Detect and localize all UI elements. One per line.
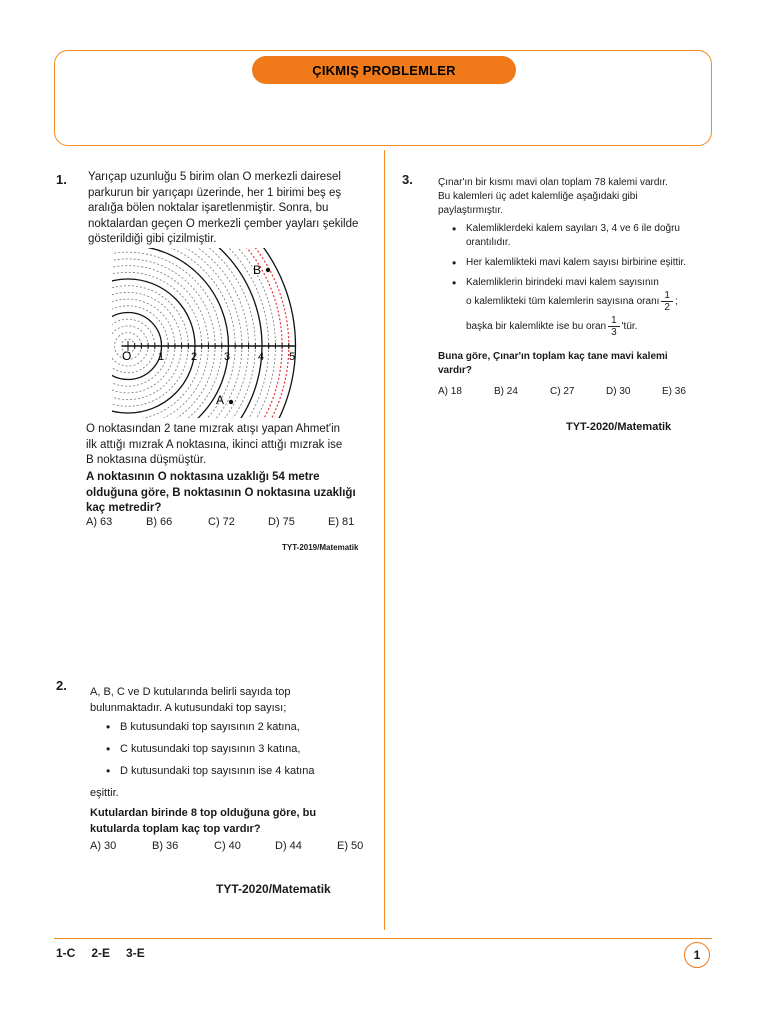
question-1-number: 1. bbox=[56, 172, 67, 187]
option-e[interactable]: E) 81 bbox=[328, 516, 355, 528]
question-2-bullet-2: • C kutusundaki top sayısının 3 katına, bbox=[120, 742, 300, 756]
arc-figure bbox=[112, 248, 312, 418]
origin-label: O bbox=[122, 349, 132, 363]
question-2-tail: eşittir. bbox=[90, 787, 119, 799]
fraction-one-third: $\frac{1}{3}$ bbox=[608, 315, 620, 338]
question-2-number: 2. bbox=[56, 678, 67, 693]
option-b[interactable]: B) 36 bbox=[152, 840, 179, 852]
page-number: 1 bbox=[684, 942, 710, 968]
tick-label-2: 2 bbox=[191, 351, 198, 363]
column-divider bbox=[384, 150, 385, 930]
option-c[interactable]: C) 27 bbox=[550, 386, 575, 397]
arc-13 bbox=[112, 259, 215, 418]
answer-key bbox=[56, 946, 145, 960]
question-3-text: Çınar'ın bir kısmı mavi olan toplam 78 kalemi vardır. Bu kalemleri üç adet kalemliğe aşağıdaki gibi paylaştırmıştır. bbox=[438, 177, 668, 216]
option-a[interactable]: A) 30 bbox=[90, 840, 117, 852]
page-title: ÇIKMIŞ PROBLEMLER bbox=[252, 56, 516, 84]
tick-label-5: 5 bbox=[289, 351, 296, 363]
point-b bbox=[266, 268, 270, 272]
question-3-prompt: Buna göre, Çınar'ın toplam kaç tane mavi kalemi vardır? bbox=[438, 351, 668, 376]
option-d[interactable]: D) 30 bbox=[606, 386, 631, 397]
question-3-source: TYT-2020/Matematik bbox=[566, 421, 672, 433]
question-3-bullet-2: • Her kalemlikteki mavi kalem sayısı birbirine eşittir. bbox=[466, 256, 686, 270]
question-2-source: TYT-2020/Matematik bbox=[216, 882, 331, 896]
question-2-prompt: Kutulardan birinde 8 top olduğuna göre, bu kutularda toplam kaç top vardır? bbox=[90, 807, 317, 835]
option-e[interactable]: E) 36 bbox=[662, 386, 686, 397]
answer-2: 2-E bbox=[91, 946, 111, 960]
option-d[interactable]: D) 44 bbox=[275, 840, 302, 852]
question-1-options bbox=[86, 516, 354, 528]
question-1-context: O noktasından 2 tane mızrak atışı yapan Ahmet'in ilk attığı mızrak A noktasına, ikinci attığı mızrak ise B noktasına düşmüştür. bbox=[86, 423, 343, 466]
point-a-label: A bbox=[216, 393, 225, 407]
question-1-source: TYT-2019/Matematik bbox=[282, 543, 359, 552]
question-2-bullet-1: • B kutusundaki top sayısının 2 katına, bbox=[120, 720, 300, 734]
question-2-bullet-3: • D kutusundaki top sayısının ise 4 katına bbox=[120, 764, 314, 778]
option-a[interactable]: A) 63 bbox=[86, 516, 113, 528]
question-3-ratio-text: o kalemlikteki tüm kalemlerin sayısına oranı $\frac{1}{2}$ ; başka bir kalemlikte ise bu oran $\frac{1}{3}$ 'tür. bbox=[466, 290, 678, 338]
arc-25 bbox=[112, 248, 296, 418]
answer-3: 3-E bbox=[126, 946, 145, 960]
option-a[interactable]: A) 18 bbox=[438, 386, 462, 397]
arc-21 bbox=[112, 248, 269, 418]
question-1-text: Yarıçap uzunluğu 5 birim olan O merkezli dairesel parkurun bir yarıçapı üzerinde, her 1 birimi beş eş aralığa bölen noktalar işaretlenmiştir. Sonra, bu noktalardan geçen O merkezli çember yayları şekilde gösterildiği gibi çizilmiştir. bbox=[88, 171, 359, 245]
question-3-options bbox=[438, 386, 686, 397]
option-c[interactable]: C) 40 bbox=[214, 840, 241, 852]
tick-label-1: 1 bbox=[158, 351, 165, 363]
arc-19 bbox=[112, 248, 255, 418]
tick-label-3: 3 bbox=[224, 351, 231, 363]
point-b-label: B bbox=[253, 263, 262, 277]
tick-label-4: 4 bbox=[258, 351, 265, 363]
arc-12 bbox=[112, 266, 208, 418]
option-d[interactable]: D) 75 bbox=[268, 516, 295, 528]
fraction-one-half: $\frac{1}{2}$ bbox=[661, 290, 673, 313]
option-b[interactable]: B) 66 bbox=[146, 516, 173, 528]
question-2-options bbox=[90, 840, 363, 852]
question-3-bullet-1: • Kalemliklerdeki kalem sayıları 3, 4 ve 6 ile doğru orantılıdır. bbox=[466, 222, 680, 250]
question-1-prompt: A noktasının O noktasına uzaklığı 54 metre olduğuna göre, B noktasının O noktasına uzaklığı kaç metredir? bbox=[86, 471, 356, 514]
question-3-number: 3. bbox=[402, 172, 413, 187]
question-2-text: A, B, C ve D kutularında belirli sayıda top bulunmaktadır. A kutusundaki top sayısı; bbox=[90, 686, 291, 714]
footer-divider bbox=[54, 938, 712, 939]
point-a bbox=[229, 400, 233, 404]
option-c[interactable]: C) 72 bbox=[208, 516, 235, 528]
answer-1: 1-C bbox=[56, 946, 76, 960]
option-b[interactable]: B) 24 bbox=[494, 386, 518, 397]
question-3-bullet-3: • Kalemliklerin birindeki mavi kalem sayısının bbox=[466, 276, 659, 290]
option-e[interactable]: E) 50 bbox=[337, 840, 364, 852]
